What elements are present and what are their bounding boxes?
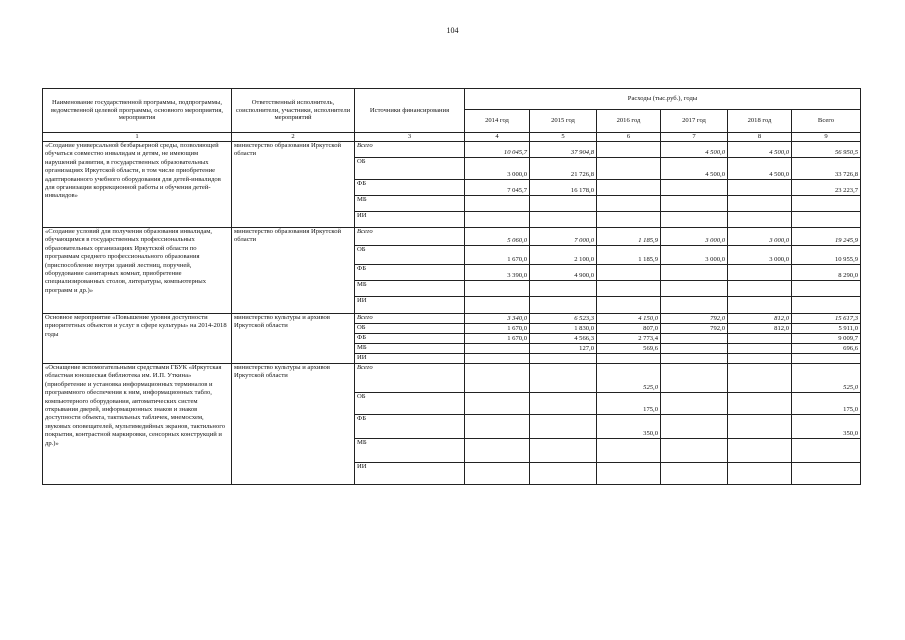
- year-value-cell: [728, 334, 792, 344]
- total-value-cell: [792, 196, 861, 212]
- year-value-cell: [661, 344, 728, 354]
- year-value-cell: 37 904,8: [530, 142, 597, 158]
- year-value-cell: [728, 180, 792, 196]
- funding-source-cell: ИИ: [355, 297, 465, 314]
- year-value-cell: [530, 415, 597, 439]
- measure-description: «Создание универсальной безбарьерной среды, позволяющей обучаться совместно инвалидам и детям, не имеющим нарушений развития, в государственных образовательных организациях Иркутской области, в том числе приобретение адаптированного учебного оборудования для детей-инвалидов для организации коррекционной работы и обучения детей-инвалидов»: [43, 142, 232, 228]
- year-value-cell: [661, 415, 728, 439]
- funding-source-cell: ОБ: [355, 246, 465, 265]
- year-value-cell: 1 670,0: [465, 334, 530, 344]
- column-number: 6: [597, 133, 661, 142]
- year-value-cell: 350,0: [597, 415, 661, 439]
- total-value-cell: 56 950,5: [792, 142, 861, 158]
- year-value-cell: [728, 297, 792, 314]
- funding-source-cell: ФБ: [355, 334, 465, 344]
- year-value-cell: [728, 212, 792, 228]
- total-value-cell: [792, 281, 861, 297]
- year-value-cell: 7 045,7: [465, 180, 530, 196]
- year-value-cell: [465, 344, 530, 354]
- year-value-cell: [465, 364, 530, 393]
- year-value-cell: [728, 265, 792, 281]
- year-value-cell: 3 340,0: [465, 314, 530, 324]
- year-value-cell: 3 000,0: [661, 228, 728, 246]
- year-value-cell: 812,0: [728, 314, 792, 324]
- total-value-cell: 23 223,7: [792, 180, 861, 196]
- year-value-cell: 3 000,0: [728, 246, 792, 265]
- header-year: 2017 год: [661, 110, 728, 133]
- year-value-cell: [530, 364, 597, 393]
- year-value-cell: [728, 415, 792, 439]
- year-value-cell: [661, 196, 728, 212]
- year-value-cell: 792,0: [661, 324, 728, 334]
- year-value-cell: [465, 463, 530, 485]
- funding-source-cell: МБ: [355, 344, 465, 354]
- year-value-cell: [661, 354, 728, 364]
- year-value-cell: [597, 354, 661, 364]
- header-sources: Источники финансирования: [355, 89, 465, 133]
- measure-description: «Создание условий для получения образования инвалидам, обучающимся в государственных профессиональных образовательных организациях Иркутской области по программам среднего профессионального образования (приспособление внутри зданий лестниц, поручней, оборудование санитарных комнат, приобретение специализированных столов, литературы, компьютерных программ и др.)»: [43, 228, 232, 314]
- header-year: 2016 год: [597, 110, 661, 133]
- funding-source-cell: Всего: [355, 228, 465, 246]
- year-value-cell: [661, 281, 728, 297]
- year-value-cell: [728, 393, 792, 415]
- total-value-cell: 9 009,7: [792, 334, 861, 344]
- year-value-cell: [661, 297, 728, 314]
- total-value-cell: 175,0: [792, 393, 861, 415]
- total-value-cell: 696,6: [792, 344, 861, 354]
- year-value-cell: [465, 354, 530, 364]
- funding-source-cell: МБ: [355, 439, 465, 463]
- year-value-cell: [728, 196, 792, 212]
- funding-source-cell: Всего: [355, 314, 465, 324]
- total-value-cell: [792, 354, 861, 364]
- year-value-cell: [728, 463, 792, 485]
- page-number: 104: [446, 26, 459, 35]
- year-value-cell: [597, 196, 661, 212]
- year-value-cell: 16 178,0: [530, 180, 597, 196]
- year-value-cell: [465, 297, 530, 314]
- year-value-cell: 4 500,0: [661, 142, 728, 158]
- year-value-cell: [465, 439, 530, 463]
- total-value-cell: 350,0: [792, 415, 861, 439]
- executor-cell: министерство культуры и архивов Иркутской области: [232, 314, 355, 364]
- year-value-cell: 4 150,0: [597, 314, 661, 324]
- year-value-cell: [597, 297, 661, 314]
- column-numbers-row: [43, 133, 861, 142]
- year-value-cell: [530, 297, 597, 314]
- year-value-cell: [597, 265, 661, 281]
- header-year: 2014 год: [465, 110, 530, 133]
- year-value-cell: [661, 393, 728, 415]
- measure-description: «Оснащение вспомогательными средствами ГБУК «Иркутская областная юношеская библиотека им. И.П. Уткина» (приобретение и установка информационных терминалов и программного обеспечения к ним, информационных табло, компьютерного оборудования, автоматических систем открывания дверей, информационных знаков и знаков доступности объекта, тактильных табличек, мнемосхем, звуковых оповещателей, мультимедийных экранов, тактильного покрытия, контрастной маркировки, сенсорных конструкций и др.)»: [43, 364, 232, 485]
- header-year: 2015 год: [530, 110, 597, 133]
- year-value-cell: [465, 281, 530, 297]
- year-value-cell: [465, 415, 530, 439]
- year-value-cell: 3 000,0: [728, 228, 792, 246]
- year-value-cell: [661, 334, 728, 344]
- year-value-cell: 4 500,0: [728, 158, 792, 180]
- year-value-cell: 525,0: [597, 364, 661, 393]
- funding-source-cell: Всего: [355, 142, 465, 158]
- year-value-cell: 175,0: [597, 393, 661, 415]
- budget-table: [42, 88, 861, 485]
- year-value-cell: 4 566,3: [530, 334, 597, 344]
- year-value-cell: 1 670,0: [465, 324, 530, 334]
- year-value-cell: [530, 463, 597, 485]
- year-value-cell: 3 000,0: [661, 246, 728, 265]
- year-value-cell: [597, 212, 661, 228]
- table-row: [43, 364, 861, 393]
- year-value-cell: 2 100,0: [530, 246, 597, 265]
- year-value-cell: 21 726,8: [530, 158, 597, 180]
- funding-source-cell: ФБ: [355, 180, 465, 196]
- total-value-cell: 33 726,8: [792, 158, 861, 180]
- year-value-cell: 3 000,0: [465, 158, 530, 180]
- year-value-cell: [661, 364, 728, 393]
- year-value-cell: 4 900,0: [530, 265, 597, 281]
- year-value-cell: 127,0: [530, 344, 597, 354]
- year-value-cell: [661, 265, 728, 281]
- year-value-cell: [661, 439, 728, 463]
- year-value-cell: 6 523,3: [530, 314, 597, 324]
- year-value-cell: 807,0: [597, 324, 661, 334]
- column-number: 5: [530, 133, 597, 142]
- year-value-cell: [661, 180, 728, 196]
- year-value-cell: 2 773,4: [597, 334, 661, 344]
- header-total: Всего: [792, 110, 861, 133]
- year-value-cell: 7 000,0: [530, 228, 597, 246]
- year-value-cell: [597, 158, 661, 180]
- year-value-cell: [530, 439, 597, 463]
- year-value-cell: [661, 463, 728, 485]
- year-value-cell: [728, 364, 792, 393]
- year-value-cell: 812,0: [728, 324, 792, 334]
- total-value-cell: [792, 212, 861, 228]
- year-value-cell: [597, 463, 661, 485]
- funding-source-cell: Всего: [355, 364, 465, 393]
- total-value-cell: [792, 463, 861, 485]
- year-value-cell: 3 390,0: [465, 265, 530, 281]
- executor-cell: министерство образования Иркутской области: [232, 142, 355, 228]
- year-value-cell: 4 500,0: [728, 142, 792, 158]
- header-expenses: Расходы (тыс.руб.), годы: [465, 89, 861, 110]
- table-body: [43, 142, 861, 485]
- year-value-cell: [465, 212, 530, 228]
- funding-source-cell: МБ: [355, 281, 465, 297]
- year-value-cell: 792,0: [661, 314, 728, 324]
- year-value-cell: 1 670,0: [465, 246, 530, 265]
- year-value-cell: 1 830,0: [530, 324, 597, 334]
- year-value-cell: [465, 393, 530, 415]
- year-value-cell: [530, 212, 597, 228]
- funding-source-cell: ИИ: [355, 354, 465, 364]
- funding-source-cell: ОБ: [355, 158, 465, 180]
- year-value-cell: [530, 393, 597, 415]
- total-value-cell: 8 290,0: [792, 265, 861, 281]
- year-value-cell: [728, 281, 792, 297]
- year-value-cell: 569,6: [597, 344, 661, 354]
- year-value-cell: 10 045,7: [465, 142, 530, 158]
- year-value-cell: [728, 354, 792, 364]
- column-number: 2: [232, 133, 355, 142]
- funding-source-cell: ОБ: [355, 393, 465, 415]
- year-value-cell: 5 060,0: [465, 228, 530, 246]
- measure-description: Основное мероприятие «Повышение уровня доступности приоритетных объектов и услуг в сфере культуры» на 2014-2018 годы: [43, 314, 232, 364]
- column-number: 4: [465, 133, 530, 142]
- table-row: [43, 314, 861, 324]
- year-value-cell: [597, 439, 661, 463]
- year-value-cell: [530, 281, 597, 297]
- executor-cell: министерство образования Иркутской области: [232, 228, 355, 314]
- funding-source-cell: ОБ: [355, 324, 465, 334]
- total-value-cell: 525,0: [792, 364, 861, 393]
- year-value-cell: [597, 180, 661, 196]
- funding-source-cell: ФБ: [355, 265, 465, 281]
- column-number: 8: [728, 133, 792, 142]
- funding-source-cell: ИИ: [355, 212, 465, 228]
- year-value-cell: 1 185,9: [597, 228, 661, 246]
- total-value-cell: 10 955,9: [792, 246, 861, 265]
- total-value-cell: [792, 297, 861, 314]
- funding-source-cell: ФБ: [355, 415, 465, 439]
- year-value-cell: [530, 196, 597, 212]
- year-value-cell: 1 185,9: [597, 246, 661, 265]
- funding-source-cell: ИИ: [355, 463, 465, 485]
- funding-source-cell: МБ: [355, 196, 465, 212]
- table-row: [43, 142, 861, 158]
- year-value-cell: [530, 354, 597, 364]
- column-number: 1: [43, 133, 232, 142]
- column-number: 9: [792, 133, 861, 142]
- year-value-cell: 4 500,0: [661, 158, 728, 180]
- year-value-cell: [661, 212, 728, 228]
- total-value-cell: 5 911,0: [792, 324, 861, 334]
- table-header: [43, 89, 861, 142]
- year-value-cell: [597, 142, 661, 158]
- header-executor: Ответственный исполнитель, соисполнители, участники, исполнители мероприятий: [232, 89, 355, 133]
- year-value-cell: [728, 344, 792, 354]
- column-number: 7: [661, 133, 728, 142]
- header-name: Наименование государственной программы, подпрограммы, ведомственной целевой программы, основного мероприятия, мероприятия: [43, 89, 232, 133]
- year-value-cell: [728, 439, 792, 463]
- year-value-cell: [597, 281, 661, 297]
- year-value-cell: [465, 196, 530, 212]
- total-value-cell: 15 617,3: [792, 314, 861, 324]
- total-value-cell: 19 245,9: [792, 228, 861, 246]
- header-year: 2018 год: [728, 110, 792, 133]
- total-value-cell: [792, 439, 861, 463]
- table-row: [43, 228, 861, 246]
- executor-cell: министерство культуры и архивов Иркутской области: [232, 364, 355, 485]
- column-number: 3: [355, 133, 465, 142]
